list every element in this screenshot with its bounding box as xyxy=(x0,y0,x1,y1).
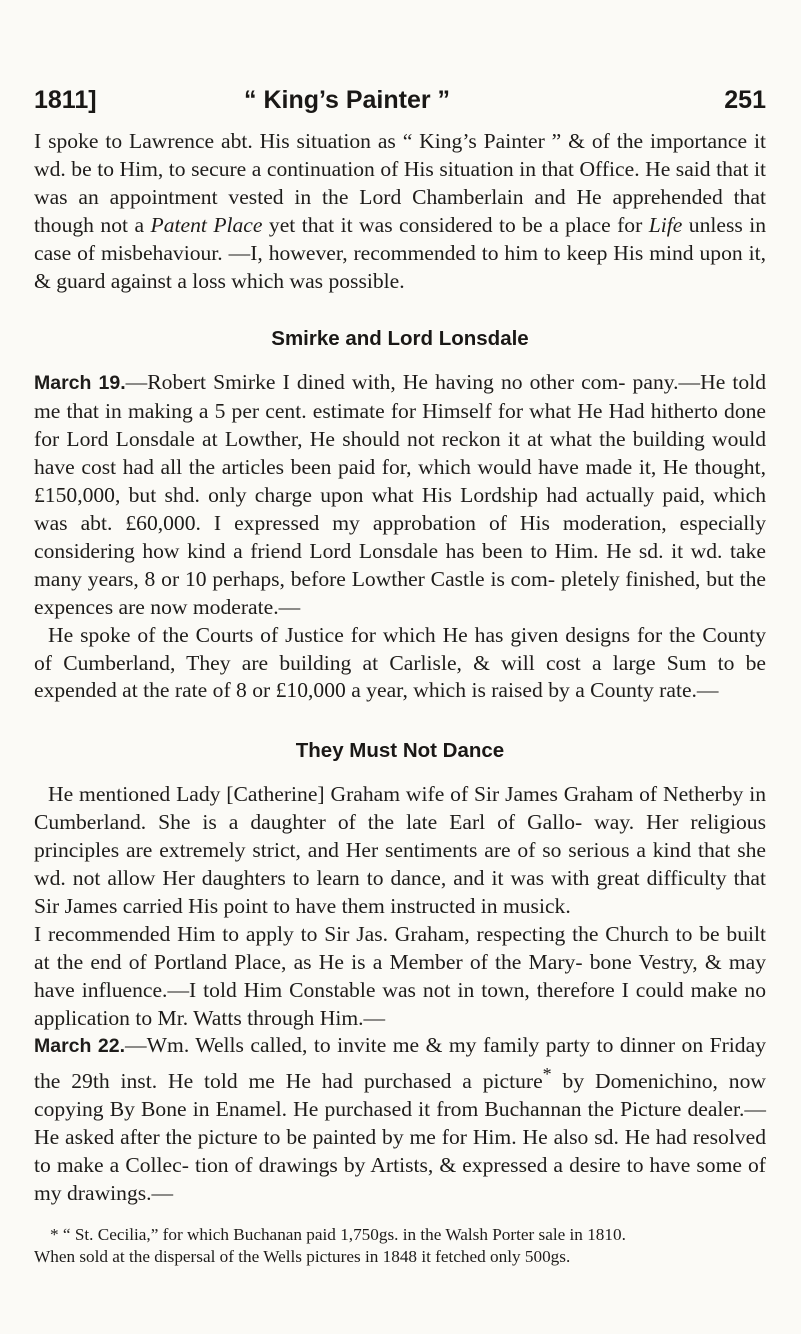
header-year: 1811] xyxy=(34,86,97,114)
section-heading-smirke: Smirke and Lord Lonsdale xyxy=(271,327,529,351)
footnote-line-2: When sold at the dispersal of the Wells pictures in 1848 it fetched only 500gs. xyxy=(34,1246,571,1266)
text-run: —Robert Smirke I dined with, He having no other com- pany.—He told me that in making a 5 per cent. estimate for Himself for what He Had hitherto done for Lord Lonsdale at Lowther, He should not reckon it at what the building would have cost had all the articles been paid for, which would have made it, He thought, £150,000, but shd. only charge upon what His Lordship had actually paid, which was abt. £60,000. I expressed my approbation of His moderation, especially considering how kind a friend Lord Lonsdale has been to Him. He sd. it wd. take many years, 8 or 10 perhaps, before Lowther Castle is com- pletely finished, but the expences are now moderate.— xyxy=(34,370,766,619)
paragraph-lady-graham: He mentioned Lady [Catherine] Graham wife of Sir James Graham of Netherby in Cumberland. She is a daughter of the late Earl of Gallo- way. Her religious principles are extremely strict, and Her sentiments are of so serious a kind that she wd. not allow Her daughters to learn to dance, and it was with great difficulty that Sir James carried His point to have them instructed in musick. xyxy=(34,782,766,918)
text-run: unless in case of misbehaviour. —I, however, recommended to him to keep His mind upon it, & guard against a loss which was possible. xyxy=(34,212,766,293)
text-run: by Domenichino, now copying By Bone in Enamel. He purchased it from Buchannan the Picture dealer.—He asked after the picture to be painted by me for Him. He also sd. He had resolved to make a Collec- tion of drawings by Artists, & expressed a desire to have some of my drawings.— xyxy=(34,1069,766,1206)
footnote xyxy=(34,1224,766,1267)
footnote-line-1: * “ St. Cecilia,” for which Buchanan paid 1,750gs. in the Walsh Porter sale in 1810. xyxy=(50,1225,626,1245)
page-number: 251 xyxy=(724,86,766,114)
italic-patent-place: Patent Place xyxy=(150,212,263,237)
paragraph-courts-of-justice: He spoke of the Courts of Justice for which He has given designs for the County of Cumberland, They are building at Carlisle, & will cost a large Sum to be expended at the rate of 8 or £10,000 a year, which is raised by a County rate.— xyxy=(34,622,766,703)
paragraph-church: I recommended Him to apply to Sir Jas. Graham, respecting the Church to be built at the end of Portland Place, as He is a Member of the Mary- bone Vestry, & may have influence.—I told Him Constable was not in town, therefore I could make no application to Mr. Watts through Him.— xyxy=(34,921,766,1030)
date-march-22: March 22. xyxy=(34,1035,126,1058)
text-run: I spoke to Lawrence abt. His situation as “ King’s Painter ” & of the importance it wd. be to Him, to secure a continuation of His situation in that Office. He said that it was an appointment vested in the Lord Chamberlain and He apprehended that though not a xyxy=(34,129,766,237)
text-run: —Wm. Wells called, to invite me & my family party to dinner on Friday the 29th inst. He told me He had purchased a picture xyxy=(34,1033,766,1094)
section-heading-dance: They Must Not Dance xyxy=(295,739,505,763)
running-header xyxy=(34,86,766,126)
text-run: yet that it was considered to be a place for xyxy=(262,212,649,237)
header-title: “ King’s Painter ” xyxy=(244,86,451,114)
paragraph-smirke xyxy=(34,369,766,621)
italic-life: Life xyxy=(648,212,683,237)
footnote-marker: * xyxy=(542,1064,552,1085)
paragraph-wells xyxy=(34,1032,766,1208)
book-page xyxy=(34,86,766,1267)
paragraph-lawrence xyxy=(34,128,766,295)
date-march-19: March 19. xyxy=(34,372,126,395)
